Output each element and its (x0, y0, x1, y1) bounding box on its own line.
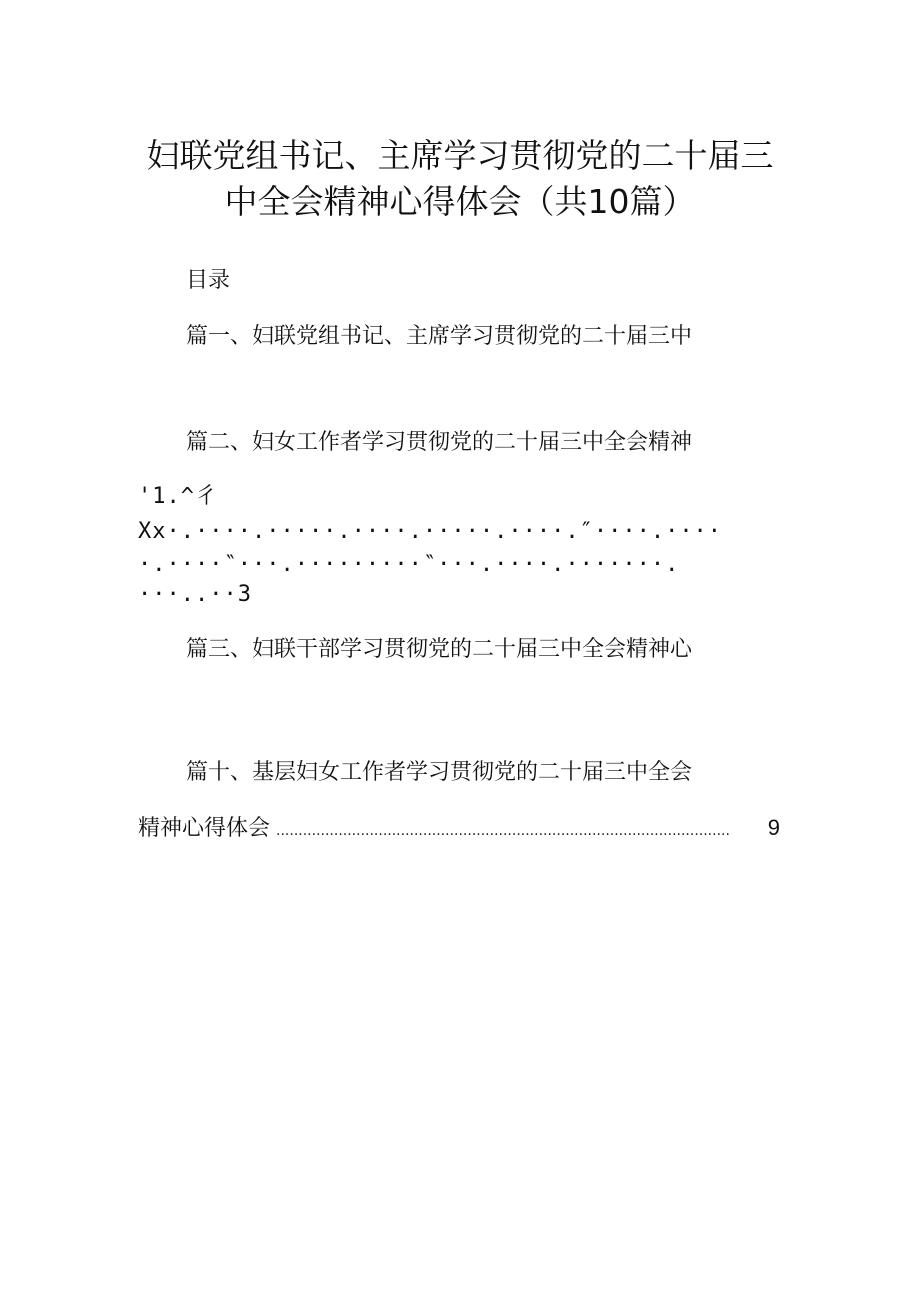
toc-entry-4-continuation (138, 813, 780, 846)
document-title-line-2: 中全会精神心得体会（共10篇） (224, 182, 696, 221)
garbled-text-line-1: '1.^彳 (138, 484, 218, 509)
toc-entry-4-tail-text: 精神心得体会 (138, 816, 271, 841)
document-title-line-1: 妇联党组书记、主席学习贯彻党的二十届三 (146, 136, 774, 175)
dot-leader: ...................................................................................................... (276, 823, 730, 839)
garbled-text-line-3: ·.····‶···.·········‶···.····.·······. (138, 552, 680, 577)
toc-heading: 目录 (186, 268, 231, 293)
toc-entry-4: 篇十、基层妇女工作者学习贯彻党的二十届三中全会 (186, 760, 693, 785)
toc-entry-3: 篇三、妇联干部学习贯彻党的二十届三中全会精神心 (186, 637, 693, 662)
garbled-text-line-2: Xx·.····.·····.····.·····.····.″····.···· (138, 519, 723, 544)
garbled-text-line-4: ···..··3 (138, 582, 252, 607)
toc-entry-1: 篇一、妇联党组书记、主席学习贯彻党的二十届三中 (186, 324, 693, 349)
toc-entry-2: 篇二、妇女工作者学习贯彻党的二十届三中全会精神 (186, 430, 693, 455)
page-number: 9 (767, 815, 780, 840)
